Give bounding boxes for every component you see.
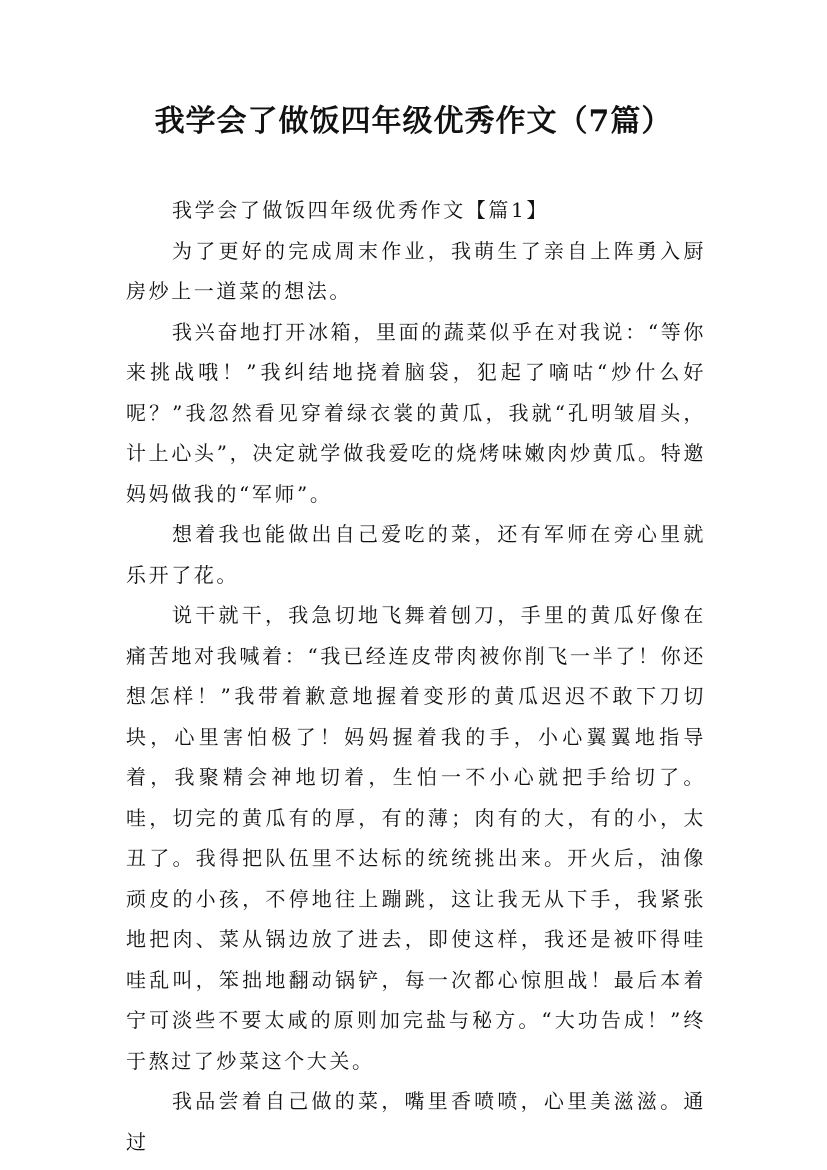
- document-body: [126, 190, 706, 1162]
- paragraph: 为了更好的完成周末作业，我萌生了亲自上阵勇入厨房炒上一道菜的想法。: [126, 238, 706, 303]
- paragraph: 我兴奋地打开冰箱，里面的蔬菜似乎在对我说：“等你来挑战哦！”我纠结地挠着脑袋，犯起了嘀咕“炒什么好呢？”我忽然看见穿着绿衣裳的黄瓜，我就“孔明皱眉头，计上心头”，决定就学做我爱吃的烧烤味嫩肉炒黄瓜。特邀妈妈做我的“军师”。: [126, 319, 706, 506]
- paragraph: 说干就干，我急切地飞舞着刨刀，手里的黄瓜好像在痛苦地对我喊着：“我已经连皮带肉被你削飞一半了！你还想怎样！”我带着歉意地握着变形的黄瓜迟迟不敢下刀切块，心里害怕极了！妈妈握着我的手，小心翼翼地指导着，我聚精会神地切着，生怕一不小心就把手给切了。哇，切完的黄瓜有的厚，有的薄；肉有的大，有的小，太丑了。我得把队伍里不达标的统统挑出来。开火后，油像顽皮的小孩，不停地往上蹦跳，这让我无从下手，我紧张地把肉、菜从锅边放了进去，即使这样，我还是被吓得哇哇乱叫，笨拙地翻动锅铲，每一次都心惊胆战！最后本着宁可淡些不要太咸的原则加完盐与秘方。“大功告成！”终于熬过了炒菜这个大关。: [126, 603, 706, 1073]
- document-title: 我学会了做饭四年级优秀作文（7篇）: [154, 104, 673, 139]
- paragraph: 我品尝着自己做的菜，嘴里香喷喷，心里美滋滋。通过: [126, 1089, 706, 1154]
- section-heading: 我学会了做饭四年级优秀作文【篇1】: [172, 198, 549, 222]
- paragraph: 想着我也能做出自己爱吃的菜，还有军师在旁心里就乐开了花。: [126, 522, 706, 587]
